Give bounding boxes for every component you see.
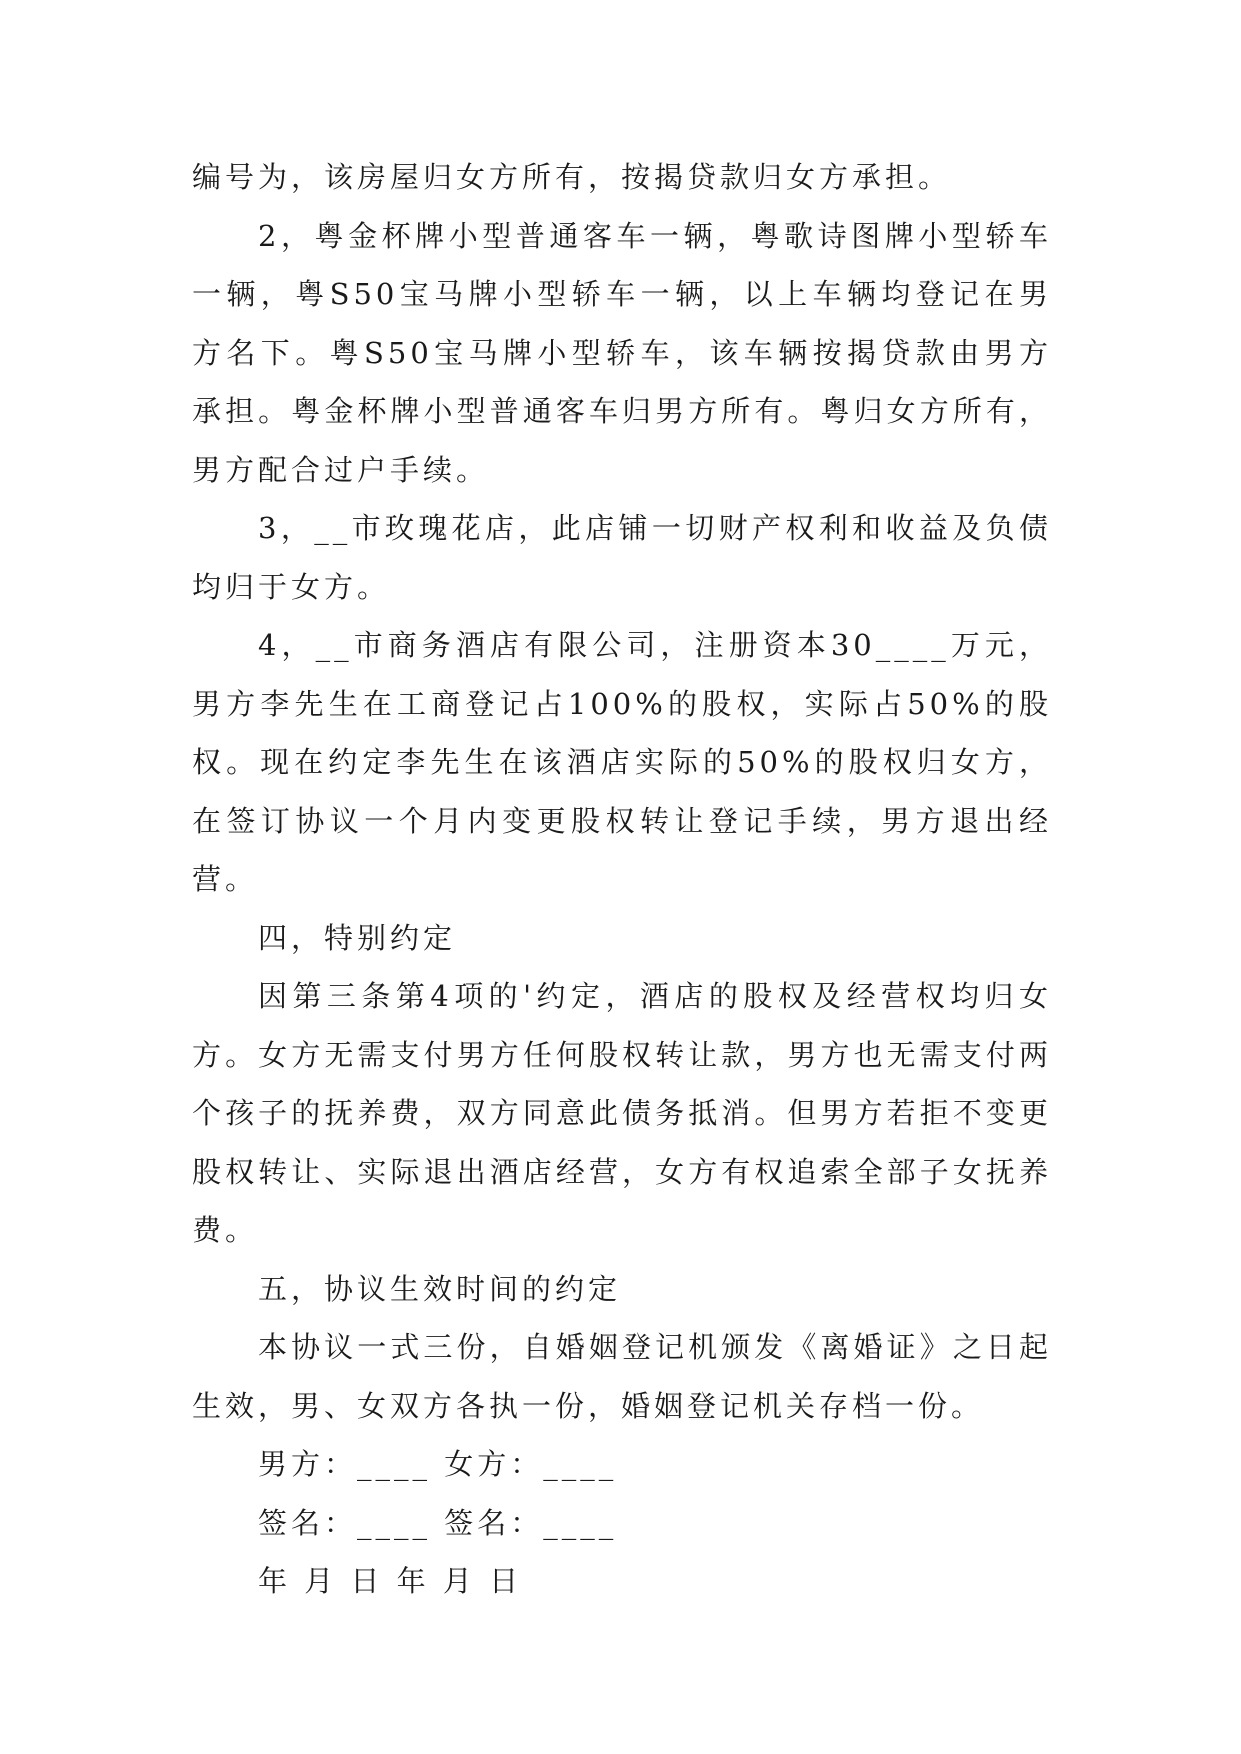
- paragraph-special-agreement: 因第三条第4项的'约定，酒店的股权及经营权均归女方。女方无需支付男方任何股权转让款，男方也无需支付两个孩子的抚养费，双方同意此债务抵消。但男方若拒不变更股权转让、实际退出酒店经营，女方有权追索全部子女抚养费。: [192, 979, 1052, 1247]
- signature-line-dates: 年 月 日 年 月 日: [258, 1564, 523, 1598]
- paragraph-flower-shop: 3，__市玫瑰花店，此店铺一切财产权利和收益及负债均归于女方。: [192, 511, 1052, 604]
- section-heading-effective-time: 五，协议生效时间的约定: [258, 1271, 622, 1306]
- paragraph-effective-time: 本协议一式三份，自婚姻登记机颁发《离婚证》之日起生效，男、女双方各执一份，婚姻登记机关存档一份。: [192, 1330, 1052, 1423]
- paragraph-house-continuation: 编号为，该房屋归女方所有，按揭贷款归女方承担。: [192, 160, 952, 194]
- document-page: [192, 148, 1052, 1611]
- paragraph-hotel-company: 4，__市商务酒店有限公司，注册资本30____万元，男方李先生在工商登记占100%的股权，实际占50%的股权。现在约定李先生在该酒店实际的50%的股权归女方，在签订协议一个月内变更股权转让登记手续，男方退出经营。: [192, 628, 1052, 896]
- paragraph-vehicles: 2，粤金杯牌小型普通客车一辆，粤歌诗图牌小型轿车一辆，粤S50宝马牌小型轿车一辆，以上车辆均登记在男方名下。粤S50宝马牌小型轿车，该车辆按揭贷款由男方承担。粤金杯牌小型普通客车归男方所有。粤归女方所有，男方配合过户手续。: [192, 218, 1052, 487]
- section-heading-special-agreement: 四，特别约定: [258, 920, 457, 955]
- signature-line-parties: 男方：____ 女方：____: [258, 1447, 618, 1481]
- signature-line-signatures: 签名：____ 签名：____: [258, 1505, 618, 1540]
